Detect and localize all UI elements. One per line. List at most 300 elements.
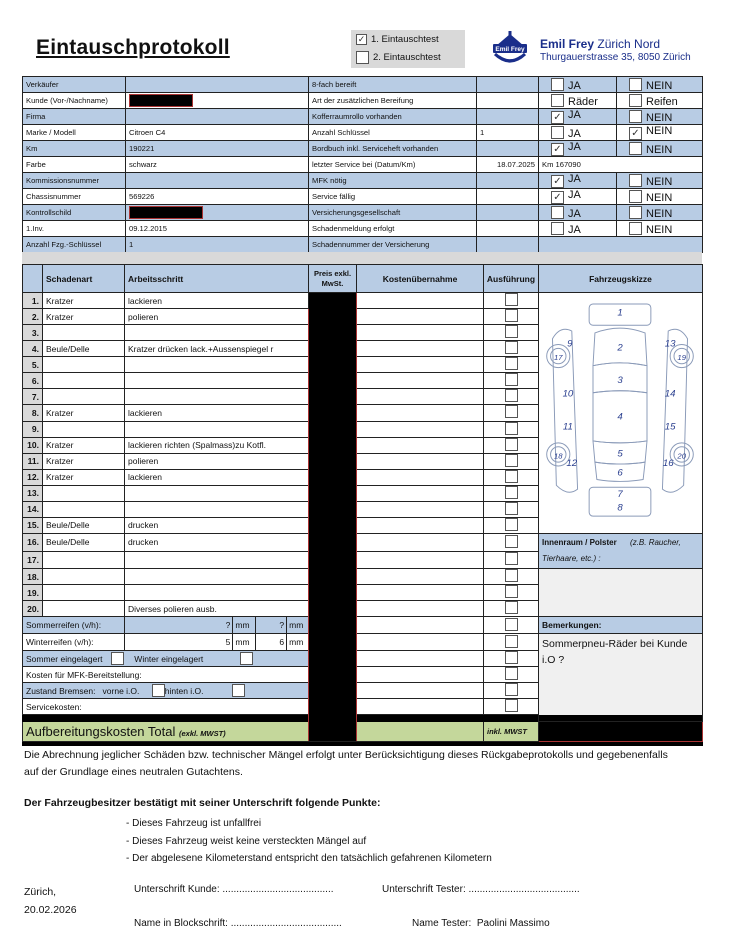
checkbox-checked[interactable]: ✓ [629,127,642,140]
checkbox-unchecked[interactable] [505,667,518,680]
bottom-border-row [23,742,703,746]
winter-tyre-depth[interactable]: 5 mm 6 mm [125,634,309,651]
test-2-option[interactable] [351,48,465,66]
make-model-field[interactable]: Citroen C4 [126,125,309,141]
work-step-cell[interactable] [125,569,309,585]
storage-row: Sommer eingelagert Winter eingelagert [23,651,703,667]
svg-text:6: 6 [617,467,623,479]
test-2-label: 2. Eintauschtest [373,51,441,63]
cost-cell[interactable] [357,325,484,341]
eight-tyres-yes[interactable]: JA [539,77,617,93]
trunk-cover-no[interactable]: NEIN [617,109,703,125]
checkbox-unchecked[interactable] [505,470,518,483]
cost-cell[interactable] [357,534,484,552]
tester-name: Name Tester: Paolini Massimo [412,918,550,929]
svg-text:13: 13 [664,338,676,350]
remarks-header: Bemerkungen: [539,617,703,634]
service-costs-row: Servicekosten: [23,699,703,715]
test-1-label: 1. Eintauschtest [371,33,439,45]
field-label: MFK nötig [309,173,477,189]
total-incl-vat-label: inkl. MWST [484,722,539,742]
first-registration-field[interactable]: 09.12.2015 [126,221,309,237]
checkbox-unchecked[interactable] [551,78,564,91]
key-count-value[interactable]: 1 [477,125,539,141]
field-label: Versicherungsgesellschaft [309,205,477,221]
date: 20.02.2026 [24,904,77,916]
field-label: 1.Inv. [23,221,126,237]
trunk-cover-yes[interactable]: ✓ JA [539,109,617,125]
field-label: Kommissionsnummer [23,173,126,189]
execution-cell[interactable] [484,501,539,517]
cost-cell[interactable] [357,601,484,617]
execution-cell[interactable] [484,601,539,617]
dealer-info [540,37,691,63]
checkbox-unchecked[interactable] [505,552,518,565]
damage-type-cell[interactable]: Kratzer [43,453,125,469]
svg-text:18: 18 [553,451,563,461]
work-step-cell[interactable] [125,551,309,569]
table-row: 16. Beule/Delle drucken Innenraum / Polster (z.B. Raucher, Tierhaare, etc.) : [23,534,703,552]
execution-cell[interactable] [484,569,539,585]
damage-type-cell[interactable] [43,569,125,585]
damage-table [22,264,703,746]
info-row [23,221,703,237]
insurance-yes[interactable]: JA [539,205,617,221]
checkbox-unchecked[interactable] [551,222,564,235]
svg-text:19: 19 [677,352,687,362]
cost-cell[interactable] [357,501,484,517]
damage-type-cell[interactable] [43,357,125,373]
emil-frey-logo-icon [490,30,530,66]
checkbox-unchecked[interactable] [505,309,518,322]
execution-cell[interactable] [484,357,539,373]
cost-cell[interactable] [357,373,484,389]
damage-type-cell[interactable]: Beule/Delle [43,341,125,357]
execution-cell[interactable] [484,534,539,552]
field-label: Farbe [23,157,126,173]
summer-stored-checkbox[interactable] [111,652,124,665]
mfk-yes[interactable]: ✓ JA [539,173,617,189]
block-letter-name-line[interactable]: Name in Blockschrift: ........................................ [134,918,342,929]
execution-cell[interactable] [484,341,539,357]
keys-no[interactable]: ✓ NEIN [617,125,703,141]
svg-text:11: 11 [562,421,573,433]
checkbox-unchecked[interactable] [629,174,642,187]
work-step-cell[interactable]: drucken [125,534,309,552]
col-execution: Ausführung [484,265,539,293]
place-date [24,883,77,919]
brakes-row: Zustand Bremsen: vorne i.O. hinten i.O. [23,683,703,699]
checkbox-unchecked[interactable] [551,94,564,107]
field-label: Kofferraumrollo vorhanden [309,109,477,125]
execution-cell[interactable] [484,667,539,683]
table-row: 3. [23,325,703,341]
cost-cell[interactable] [357,309,484,325]
execution-cell[interactable] [484,437,539,453]
checkbox-unchecked[interactable] [505,438,518,451]
price-column-redacted [309,293,357,742]
test-1-option[interactable] [351,30,465,48]
info-row [23,189,703,205]
damage-type-cell[interactable] [43,389,125,405]
svg-text:9: 9 [567,338,573,350]
summer-tyre-depth[interactable]: ? mm ? mm [125,617,309,634]
km-field[interactable]: 190221 [126,141,309,157]
seller-field[interactable] [126,77,309,93]
branch-name: Zürich Nord [594,37,661,51]
field-label: Schadenmeldung erfolgt [309,221,477,237]
checkbox-unchecked[interactable] [629,78,642,91]
execution-cell[interactable] [484,517,539,533]
checkbox-unchecked[interactable] [505,454,518,467]
checkbox-unchecked[interactable] [505,389,518,402]
field-label: Marke / Modell [23,125,126,141]
table-row: 14. [23,501,703,517]
total-label: Aufbereitungskosten Total [26,724,176,739]
field-label: Km [23,141,126,157]
cost-cell[interactable] [357,634,484,651]
table-row: 6. [23,373,703,389]
brakes-front-checkbox[interactable] [152,684,165,697]
damage-report-yes[interactable]: JA [539,221,617,237]
field-value [477,237,539,253]
execution-cell[interactable] [484,325,539,341]
damage-type-cell[interactable] [43,373,125,389]
damage-type-cell[interactable]: Kratzer [43,293,125,309]
checkbox-unchecked[interactable] [629,110,642,123]
svg-text:15: 15 [664,421,676,433]
field-value [477,173,539,189]
test-selector [351,30,465,68]
manual-yes[interactable]: ✓ JA [539,141,617,157]
field-value [477,221,539,237]
damage-type-cell[interactable] [43,325,125,341]
table-row: 8. Kratzer lackieren [23,405,703,421]
checkbox-unchecked[interactable] [505,569,518,582]
interior-notes-field[interactable] [539,569,703,617]
confirmation-item: - Der abgelesene Kilometerstand entspricht den tatsächlich gefahrenen Kilometern [126,853,492,864]
summer-tyres-row: Sommerreifen (v/h): ? mm ? mm Bemerkungen: [23,617,703,634]
test-2-checkbox[interactable] [356,51,369,64]
service-due-no[interactable]: NEIN [617,189,703,205]
svg-text:17: 17 [553,352,563,362]
mfk-no[interactable]: NEIN [617,173,703,189]
field-value [477,189,539,205]
redacted-block [129,94,193,107]
confirmation-item: - Dieses Fahrzeug ist unfallfrei [126,818,262,829]
work-step-cell[interactable]: Diverses polieren ausb. [125,601,309,617]
svg-text:20: 20 [677,451,687,461]
company-field[interactable] [126,109,309,125]
total-incl-vat-redacted [539,722,703,742]
table-row: 13. [23,485,703,501]
work-step-cell[interactable] [125,501,309,517]
cost-cell[interactable] [357,585,484,601]
damage-type-cell[interactable] [43,501,125,517]
work-step-cell[interactable]: lackieren [125,293,309,309]
field-label: Anzahl Schlüssel [309,125,477,141]
damage-type-cell[interactable] [43,421,125,437]
col-cost-coverage: Kostenübernahme [357,265,484,293]
cost-cell[interactable] [357,437,484,453]
color-field[interactable]: schwarz [126,157,309,173]
checkbox-unchecked[interactable] [505,518,518,531]
checkbox-checked[interactable]: ✓ [551,111,564,124]
cost-cell[interactable] [357,699,484,715]
cost-cell[interactable] [357,357,484,373]
field-value [477,205,539,221]
work-step-cell[interactable]: lackieren richten (Spalmass)zu Kotfl. [125,437,309,453]
checkbox-unchecked[interactable] [629,94,642,107]
work-step-cell[interactable]: drucken [125,517,309,533]
vehicle-keys-field[interactable]: 1 [126,237,309,253]
tester-signature-line[interactable]: Unterschrift Tester: ........................................ [382,884,580,895]
table-row: 20. Diverses polieren ausb. [23,601,703,617]
service-due-yes[interactable]: ✓ JA [539,189,617,205]
table-row: 11. Kratzer polieren [23,453,703,469]
field-label: Chassisnummer [23,189,126,205]
last-service-km[interactable]: Km 167090 [539,157,703,173]
damage-report-no[interactable]: NEIN [617,221,703,237]
manual-no[interactable]: NEIN [617,141,703,157]
winter-stored-checkbox[interactable] [240,652,253,665]
work-step-cell[interactable] [125,389,309,405]
table-row: 2. Kratzer polieren [23,309,703,325]
execution-cell[interactable] [484,617,539,634]
field-label: 8-fach bereift [309,77,477,93]
info-row [23,125,703,141]
cost-cell[interactable] [357,453,484,469]
work-step-cell[interactable] [125,421,309,437]
table-row: 12. Kratzer lackieren [23,469,703,485]
field-label: Anzahl Fzg.-Schlüssel [23,237,126,253]
total-excl-vat: (exkl. MWST) [179,729,226,738]
last-service-date[interactable]: 18.07.2025 [477,157,539,173]
mfk-costs-row: Kosten für MFK-Bereitstellung: [23,667,703,683]
work-step-cell[interactable] [125,325,309,341]
damage-type-cell[interactable] [43,585,125,601]
commission-number-field[interactable] [126,173,309,189]
checkbox-checked[interactable]: ✓ [551,143,564,156]
cost-cell[interactable] [357,651,484,667]
table-row: 7. [23,389,703,405]
field-label: Service fällig [309,189,477,205]
checkbox-unchecked[interactable] [551,206,564,219]
cost-cell[interactable] [357,617,484,634]
eight-tyres-no[interactable]: NEIN [617,77,703,93]
execution-cell[interactable] [484,293,539,309]
table-row: 15. Beule/Delle drucken [23,517,703,533]
field-label: Bordbuch inkl. Serviceheft vorhanden [309,141,477,157]
work-step-cell[interactable] [125,357,309,373]
work-step-cell[interactable] [125,485,309,501]
col-work-step: Arbeitsschritt [125,265,309,293]
table-row: 19. [23,585,703,601]
damage-type-cell[interactable] [43,551,125,569]
cost-cell[interactable] [357,551,484,569]
info-row [23,109,703,125]
field-value [477,77,539,93]
damage-type-cell[interactable]: Beule/Delle [43,534,125,552]
field-label: Verkäufer [23,77,126,93]
cost-cell[interactable] [357,293,484,309]
table-row: 1. Kratzer lackieren 1 2 3 4 5 6 7 8 9 10 11 12 13 14 15 16 17 18 19 20 [23,293,703,309]
info-row [23,237,703,253]
svg-text:Emil Frey: Emil Frey [495,46,525,53]
cost-cell[interactable] [357,341,484,357]
insurance-no[interactable]: NEIN [617,205,703,221]
execution-cell[interactable] [484,421,539,437]
checkbox-unchecked[interactable] [505,618,518,631]
work-step-cell[interactable] [125,373,309,389]
separator-row [23,715,703,722]
svg-text:12: 12 [566,458,578,469]
execution-cell[interactable] [484,469,539,485]
extra-tyres-wheels[interactable]: Räder [539,93,617,109]
dealer-address: Thurgauerstrasse 35, 8050 Zürich [540,52,691,63]
table-row: 5. [23,357,703,373]
checkbox-unchecked[interactable] [629,142,642,155]
field-value [477,93,539,109]
info-row [23,157,703,173]
work-step-cell[interactable] [125,585,309,601]
execution-cell[interactable] [484,585,539,601]
place: Zürich, [24,886,57,898]
work-step-cell[interactable]: polieren [125,309,309,325]
customer-signature-line[interactable]: Unterschrift Kunde: ........................................ [134,884,334,895]
keys-yes[interactable]: JA [539,125,617,141]
checkbox-unchecked[interactable] [505,502,518,515]
checkbox-unchecked[interactable] [505,651,518,664]
col-damage-type: Schadenart [43,265,125,293]
execution-cell[interactable] [484,699,539,715]
checkbox-unchecked[interactable] [505,293,518,306]
checkbox-unchecked[interactable] [505,405,518,418]
svg-text:5: 5 [617,448,623,460]
checkbox-unchecked[interactable] [505,601,518,614]
vehicle-info-table [22,76,703,253]
execution-cell[interactable] [484,405,539,421]
execution-cell[interactable] [484,309,539,325]
col-price: Preis exkl. MwSt. [309,265,357,293]
claim-number-field[interactable] [539,237,703,253]
checkbox-unchecked[interactable] [505,585,518,598]
cost-cell[interactable] [357,389,484,405]
customer-name-field[interactable] [126,93,309,109]
checkbox-unchecked[interactable] [505,325,518,338]
damage-type-cell[interactable]: Beule/Delle [43,517,125,533]
checkbox-unchecked[interactable] [505,357,518,370]
checkbox-unchecked[interactable] [629,190,642,203]
table-row: 10. Kratzer lackieren richten (Spalmass)zu Kotfl. [23,437,703,453]
execution-cell[interactable] [484,634,539,651]
damage-type-cell[interactable]: Kratzer [43,405,125,421]
execution-cell[interactable] [484,551,539,569]
checkbox-checked[interactable]: ✓ [551,191,564,204]
execution-cell[interactable] [484,389,539,405]
field-label: Firma [23,109,126,125]
col-vehicle-sketch: Fahrzeugskizze [539,265,703,293]
execution-cell[interactable] [484,683,539,699]
section-divider [22,252,702,264]
remarks-field[interactable]: Sommerpneu-Räder bei Kunde i.O ? [539,634,703,722]
svg-text:4: 4 [617,411,623,423]
svg-text:2: 2 [617,342,623,354]
total-row [23,722,703,742]
damage-type-cell[interactable] [43,601,125,617]
checkbox-unchecked[interactable] [505,683,518,696]
checkbox-unchecked[interactable] [505,486,518,499]
car-diagram-icon [539,293,701,531]
cost-cell[interactable] [357,421,484,437]
cost-cell[interactable] [357,469,484,485]
col-num [23,265,43,293]
checkbox-unchecked[interactable] [505,699,518,712]
brakes-rear-checkbox[interactable] [232,684,245,697]
svg-text:14: 14 [664,388,676,400]
field-label: letzter Service bei (Datum/Km) [309,157,477,173]
checkbox-checked[interactable]: ✓ [551,175,564,188]
cost-cell[interactable] [357,683,484,699]
info-row [23,173,703,189]
chassis-number-field[interactable]: 569226 [126,189,309,205]
checkbox-unchecked[interactable] [629,222,642,235]
checkbox-unchecked[interactable] [505,373,518,386]
execution-cell[interactable] [484,373,539,389]
damage-type-cell[interactable]: Kratzer [43,309,125,325]
cost-cell[interactable] [357,569,484,585]
field-value [477,109,539,125]
svg-text:1: 1 [617,307,623,319]
execution-cell[interactable] [484,651,539,667]
info-row [23,205,703,221]
damage-type-cell[interactable]: Kratzer [43,469,125,485]
damage-type-cell[interactable]: Kratzer [43,437,125,453]
cost-cell[interactable] [357,485,484,501]
cost-cell[interactable] [357,405,484,421]
svg-text:10: 10 [562,388,574,400]
checkbox-unchecked[interactable] [629,206,642,219]
work-step-cell[interactable]: polieren [125,453,309,469]
execution-cell[interactable] [484,485,539,501]
checkbox-unchecked[interactable] [505,535,518,548]
work-step-cell[interactable]: lackieren [125,469,309,485]
svg-text:8: 8 [617,502,623,514]
billing-note: Die Abrechnung jeglicher Schäden bzw. technischer Mängel erfolgt unter Berücksichtigung dieses Rückgabeprotokolls und gegebenenfalls auf der Grundlage eines neutralen Gutachtens. [24,749,668,778]
license-plate-field[interactable] [126,205,309,221]
checkbox-unchecked[interactable] [551,126,564,139]
confirmation-heading: Der Fahrzeugbesitzer bestätigt mit seiner Unterschrift folgende Punkte: [24,797,381,809]
execution-cell[interactable] [484,453,539,469]
work-step-cell[interactable]: lackieren [125,405,309,421]
svg-text:16: 16 [662,458,674,469]
checkbox-unchecked[interactable] [505,635,518,648]
page-title: Eintauschprotokoll [36,36,230,59]
extra-tyres-tyres[interactable]: Reifen [617,93,703,109]
cost-cell[interactable] [357,667,484,683]
cost-cell[interactable] [357,517,484,533]
table-row: 17. [23,551,703,569]
field-label: Kunde (Vor-/Nachname) [23,93,126,109]
work-step-cell[interactable]: Kratzer drücken lack.+Aussenspiegel r [125,341,309,357]
field-label: Art der zusätzlichen Bereifung [309,93,477,109]
checkbox-unchecked[interactable] [505,341,518,354]
checkbox-unchecked[interactable] [505,422,518,435]
field-label: Kontrollschild [23,205,126,221]
svg-text:3: 3 [617,375,623,387]
test-1-checkbox[interactable]: ✓ [357,33,366,44]
damage-type-cell[interactable] [43,485,125,501]
